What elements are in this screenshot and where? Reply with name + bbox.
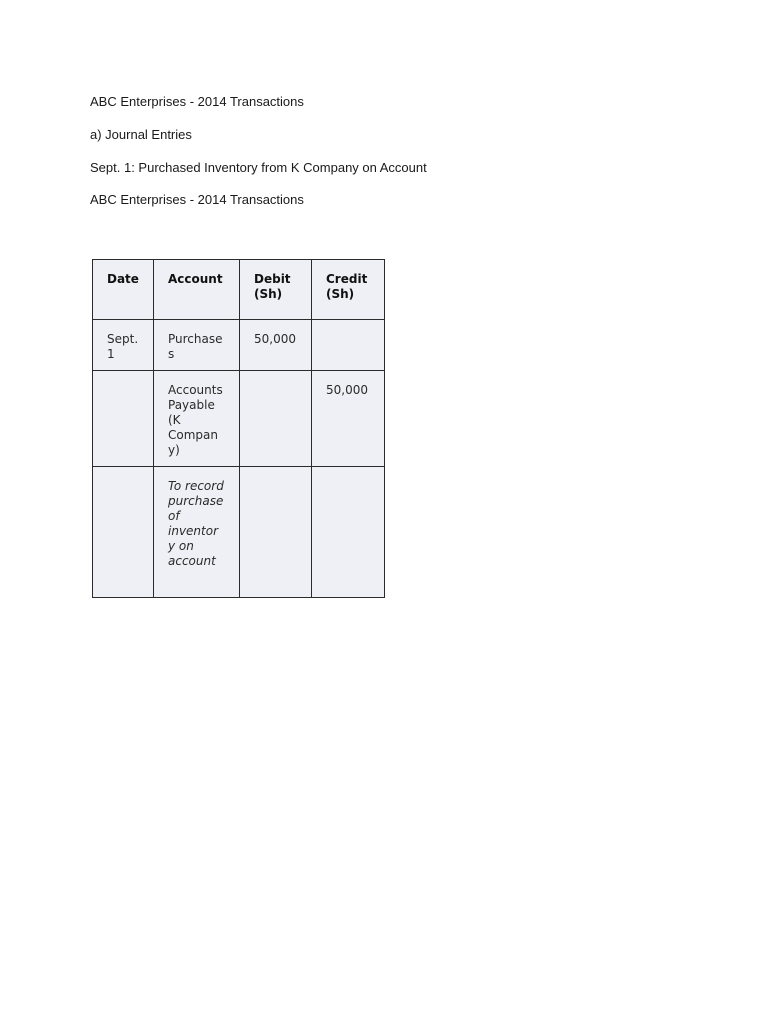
cell-debit <box>240 467 312 598</box>
cell-date <box>93 467 154 598</box>
cell-date <box>93 371 154 467</box>
cell-date: Sept. 1 <box>93 320 154 371</box>
table-row <box>93 467 385 598</box>
header-debit: Debit (Sh) <box>240 260 312 320</box>
document-subtitle: ABC Enterprises - 2014 Transactions <box>90 192 304 207</box>
cell-debit: 50,000 <box>240 320 312 371</box>
cell-credit <box>312 467 385 598</box>
cell-account: Purchases <box>154 320 240 371</box>
header-account: Account <box>154 260 240 320</box>
journal-entry-table-image <box>92 259 384 568</box>
cell-memo: To record purchase of inventory on account <box>154 467 240 598</box>
section-heading: a) Journal Entries <box>90 127 192 142</box>
header-credit: Credit (Sh) <box>312 260 385 320</box>
cell-debit <box>240 371 312 467</box>
cell-credit: 50,000 <box>312 371 385 467</box>
cell-account: Accounts Payable (K Company) <box>154 371 240 467</box>
transaction-description: Sept. 1: Purchased Inventory from K Company on Account <box>90 160 427 175</box>
journal-entry-table <box>92 259 385 598</box>
cell-credit <box>312 320 385 371</box>
table-row <box>93 371 385 467</box>
table-header-row <box>93 260 385 320</box>
table-row <box>93 320 385 371</box>
document-title: ABC Enterprises - 2014 Transactions <box>90 94 304 109</box>
header-date: Date <box>93 260 154 320</box>
